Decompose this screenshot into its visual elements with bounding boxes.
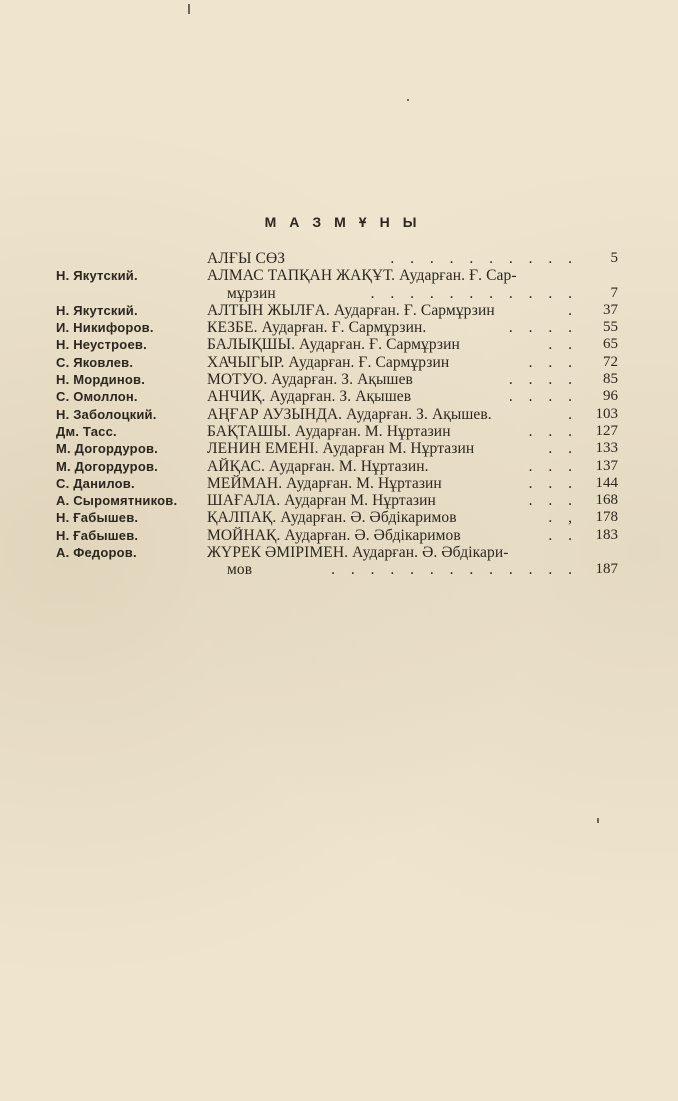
leader-dots: . . . bbox=[528, 422, 578, 440]
leader-dots: . . . . bbox=[508, 388, 578, 406]
table-of-contents bbox=[56, 250, 618, 579]
toc-author: С. Данилов. bbox=[56, 475, 135, 491]
toc-row bbox=[56, 336, 618, 353]
toc-row bbox=[56, 423, 618, 440]
toc-page-number: 133 bbox=[595, 440, 618, 457]
toc-page-number: 5 bbox=[610, 250, 618, 266]
speck-mark bbox=[597, 818, 599, 823]
toc-row bbox=[56, 406, 618, 423]
toc-author: С. Омоллон. bbox=[56, 389, 138, 405]
toc-title: ШАҒАЛА. Аударған М. Нұртазин bbox=[207, 492, 436, 510]
toc-title: БАҚТАШЫ. Аударған. М. Нұртазин bbox=[207, 422, 451, 440]
toc-author: Н. Ғабышев. bbox=[56, 510, 139, 526]
leader-dots: . . bbox=[548, 526, 578, 544]
toc-page-number: 178 bbox=[595, 509, 618, 526]
toc-author: Н. Якутский. bbox=[56, 268, 138, 284]
toc-page-number: 72 bbox=[603, 353, 618, 370]
toc-row bbox=[56, 354, 618, 371]
toc-row bbox=[56, 509, 618, 526]
speck-mark bbox=[407, 99, 409, 101]
toc-title: БАЛЫҚШЫ. Аударған. Ғ. Сармұрзин bbox=[207, 336, 460, 354]
leader-dots: . . . . . . . . . . . bbox=[370, 284, 578, 302]
toc-author: И. Никифоров. bbox=[56, 320, 154, 336]
toc-author: А. Сыромятников. bbox=[56, 493, 178, 509]
toc-title: ҚАЛПАҚ. Аударған. Ә. Әбдікаримов bbox=[207, 509, 457, 527]
toc-page-number: 55 bbox=[603, 319, 618, 336]
toc-title: МОТУО. Аударған. З. Ақышев bbox=[207, 371, 413, 389]
toc-row bbox=[56, 544, 618, 561]
toc-author: Н. Неустроев. bbox=[56, 337, 147, 353]
leader-dots: . bbox=[568, 301, 578, 319]
toc-author: С. Яковлев. bbox=[56, 354, 134, 370]
leader-dots: . bbox=[568, 405, 578, 423]
toc-title: АЙҚАС. Аударған. М. Нұртазин. bbox=[207, 457, 429, 475]
toc-row bbox=[56, 561, 618, 578]
toc-row bbox=[56, 302, 618, 319]
leader-dots: . . bbox=[548, 336, 578, 354]
toc-row bbox=[56, 371, 618, 388]
toc-author: Н. Мординов. bbox=[56, 372, 146, 388]
toc-title: МЕЙМАН. Аударған. М. Нұртазин bbox=[207, 474, 442, 492]
page-title: МАЗМҰНЫ bbox=[264, 214, 430, 230]
leader-dots: . . . . bbox=[508, 319, 578, 337]
leader-dots: . . . bbox=[528, 492, 578, 510]
toc-page-number: 65 bbox=[603, 336, 618, 353]
leader-dots: . . bbox=[548, 440, 578, 458]
toc-author: Н. Заболоцкий. bbox=[56, 406, 157, 422]
toc-row bbox=[56, 440, 618, 457]
toc-title: АЛҒЫ СӨЗ bbox=[207, 250, 286, 267]
toc-title: мов bbox=[227, 561, 253, 579]
toc-page-number: 168 bbox=[595, 492, 618, 509]
toc-row bbox=[56, 492, 618, 509]
toc-author: М. Догордуров. bbox=[56, 441, 158, 457]
toc-title: АҢҒАР АУЗЫНДА. Аударған. З. Ақышев. bbox=[207, 405, 492, 423]
toc-page-number: 7 bbox=[610, 284, 618, 301]
toc-row bbox=[56, 527, 618, 544]
toc-title: АЛТЫН ЖЫЛҒА. Аударған. Ғ. Сармұрзин bbox=[207, 301, 495, 319]
leader-dots: . . . bbox=[528, 353, 578, 371]
toc-page-number: 85 bbox=[603, 371, 618, 388]
speck-mark bbox=[188, 4, 190, 14]
toc-page-number: 37 bbox=[603, 301, 618, 318]
leader-dots: . . . . . . . . . . bbox=[390, 250, 578, 267]
toc-author: А. Федоров. bbox=[56, 545, 137, 561]
toc-author: Н. Ғабышев. bbox=[56, 527, 139, 543]
toc-title: ЖҮРЕК ӘМІРІМЕН. Аударған. Ә. Әбдікари- bbox=[207, 544, 509, 562]
toc-page-number: 127 bbox=[595, 422, 618, 439]
toc-page-number: 96 bbox=[603, 388, 618, 405]
toc-row bbox=[56, 267, 618, 284]
toc-page-number: 187 bbox=[595, 561, 618, 578]
toc-title: ЛЕНИН ЕМЕНІ. Аударған М. Нұртазин bbox=[207, 440, 475, 458]
toc-row bbox=[56, 458, 618, 475]
toc-row bbox=[56, 475, 618, 492]
toc-title: МОЙНАҚ. Аударған. Ә. Әбдікаримов bbox=[207, 526, 461, 544]
toc-author: Дм. Тасс. bbox=[56, 423, 117, 439]
leader-dots: . . . . . . . . . . . . . bbox=[331, 561, 578, 579]
toc-page-number: 137 bbox=[595, 457, 618, 474]
toc-title: КЕЗБЕ. Аударған. Ғ. Сармұрзин. bbox=[207, 319, 427, 337]
leader-dots: . . . bbox=[528, 474, 578, 492]
toc-author: М. Догордуров. bbox=[56, 458, 158, 474]
toc-page-number: 183 bbox=[595, 526, 618, 543]
toc-row bbox=[56, 388, 618, 405]
toc-row bbox=[56, 285, 618, 302]
toc-page-number: 144 bbox=[595, 474, 618, 491]
toc-row bbox=[56, 319, 618, 336]
leader-dots: . . . . bbox=[508, 371, 578, 389]
toc-title: ХАЧЫГЫР. Аударған. Ғ. Сармұрзин bbox=[207, 353, 450, 371]
toc-title: АЛМАС ТАПҚАН ЖАҚҰТ. Аударған. Ғ. Сар- bbox=[207, 267, 517, 285]
toc-title: мұрзин bbox=[227, 284, 276, 302]
toc-row bbox=[56, 250, 618, 267]
toc-title: АНЧИҚ. Аударған. З. Ақышев bbox=[207, 388, 412, 406]
leader-dots: . . . bbox=[528, 457, 578, 475]
toc-page-number: 103 bbox=[595, 405, 618, 422]
leader-dots: . , bbox=[548, 509, 578, 527]
toc-author: Н. Якутский. bbox=[56, 302, 138, 318]
